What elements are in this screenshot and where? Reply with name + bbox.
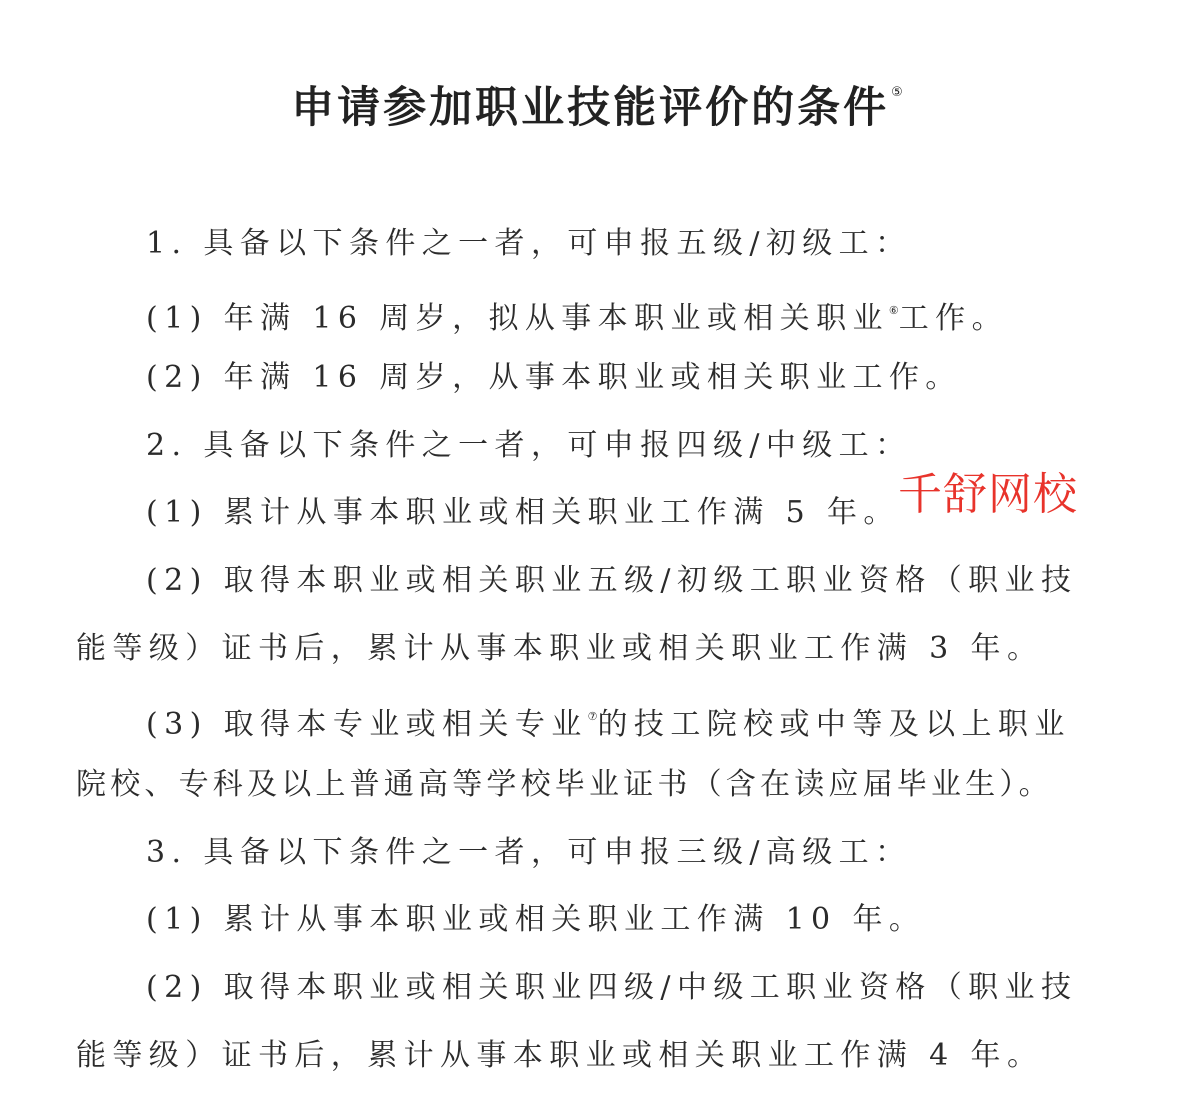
condition-heading-level5: 1. 具备以下条件之一者，可申报五级/初级工： [146,226,912,261]
condition-level3-item2: (2) 取得本职业或相关职业四级/中级工职业资格（职业技 [146,970,1078,1005]
condition-level4-item3-tail: 的技工院校或中等及以上职业 [597,707,1071,742]
condition-level5-item1 [146,293,1008,337]
condition-level4-item3 [146,699,1071,743]
page-title [0,74,1194,135]
condition-heading-level4: 2. 具备以下条件之一者，可申报四级/中级工： [146,428,912,463]
condition-level5-item1-text: (1) 年满 16 周岁，拟从事本职业或相关职业 [146,301,889,336]
condition-level4-item1: (1) 累计从事本职业或相关职业工作满 5 年。 [146,495,900,530]
condition-level5-item1-tail: 工作。 [898,301,1008,336]
title-footnote-mark: ⑤ [891,85,903,100]
condition-level3-item1: (1) 累计从事本职业或相关职业工作满 10 年。 [146,902,926,937]
condition-level3-item2-cont: 能等级）证书后，累计从事本职业或相关职业工作满 4 年。 [76,1038,1044,1073]
title-text: 申请参加职业技能评价的条件 [291,83,890,133]
condition-level4-item3-text: (3) 取得本专业或相关专业 [146,707,588,742]
watermark-text: 千舒网校 [898,469,1078,520]
footnote-mark: ⑦ [587,710,598,723]
condition-level4-item3-cont: 院校、专科及以上普通高等学校毕业证书（含在读应届毕业生）。 [76,767,1053,802]
footnote-mark: ⑥ [888,304,899,317]
condition-level4-item2: (2) 取得本职业或相关职业五级/初级工职业资格（职业技 [146,563,1078,598]
condition-level4-item2-cont: 能等级）证书后，累计从事本职业或相关职业工作满 3 年。 [76,631,1044,666]
condition-heading-level3: 3. 具备以下条件之一者，可申报三级/高级工： [146,835,912,870]
condition-level5-item2: (2) 年满 16 周岁，从事本职业或相关职业工作。 [146,360,962,395]
